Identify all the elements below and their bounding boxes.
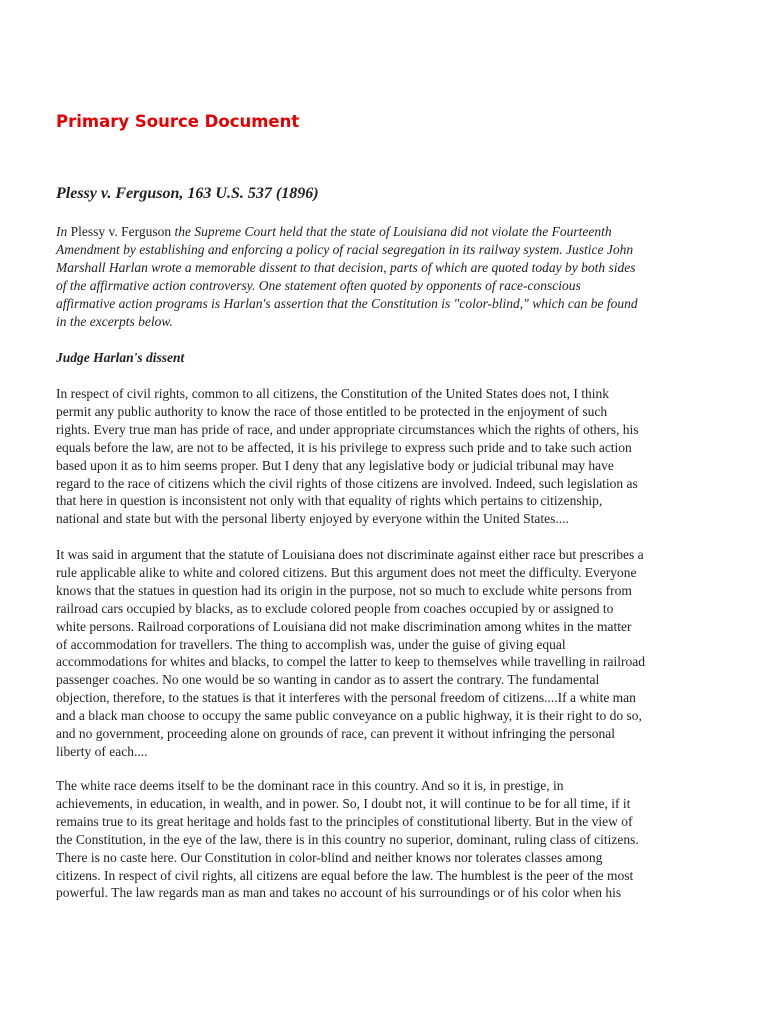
dissent-paragraph-3	[56, 777, 716, 902]
intro-line: Amendment by establishing and enforcing a policy of racial segregation in its railway system. Justice John	[56, 241, 634, 257]
paragraph-line: based upon it as to him seems proper. But I deny that any legislative body or judicial tribunal may have	[56, 457, 614, 473]
paragraph-line: rule applicable alike to white and colored citizens. But this argument does not meet the difficulty. Everyone	[56, 564, 637, 580]
paragraph-line: There is no caste here. Our Constitution in color-blind and neither knows nor tolerates classes among	[56, 849, 603, 865]
paragraph-line: regard to the race of citizens which the civil rights of those citizens are involved. Indeed, such legislation as	[56, 475, 638, 491]
paragraph-line: It was said in argument that the statute of Louisiana does not discriminate against either race but prescribes a	[56, 547, 644, 562]
intro-line-text: In	[56, 224, 71, 239]
paragraph-line: the Constitution, in the eye of the law, there is in this country no superior, dominant, ruling class of citizens.	[56, 831, 639, 847]
dissent-paragraph-1	[56, 385, 716, 528]
intro-line: Marshall Harlan wrote a memorable dissent to that decision, parts of which are quoted today by both sides	[56, 259, 636, 275]
intro-line: in the excerpts below.	[56, 313, 173, 329]
intro-line	[56, 223, 716, 241]
paragraph-line: objection, therefore, to the statues is that it interferes with the personal freedom of citizens....If a white man	[56, 690, 636, 706]
dissent-paragraph-2	[56, 546, 716, 761]
paragraph-line: that here in question is inconsistent not only with that equality of rights which pertains to citizenship,	[56, 493, 603, 509]
intro-line: affirmative action programs is Harlan's assertion that the Constitution is "color-blind," which can be found	[56, 295, 638, 311]
paragraph-line: white persons. Railroad corporations of Louisiana did not make discrimination among whites in the matter	[56, 618, 632, 634]
paragraph-line: accommodations for whites and blacks, to compel the latter to keep to themselves while travelling in railroad	[56, 654, 645, 670]
paragraph-line: railroad cars occupied by blacks, as to exclude colored people from coaches occupied by or assigned to	[56, 600, 614, 616]
paragraph-line: The white race deems itself to be the dominant race in this country. And so it is, in prestige, in	[56, 778, 564, 793]
paragraph-line: and no government, proceeding alone on grounds of race, can prevent it without infringing the personal	[56, 726, 615, 742]
paragraph-line: powerful. The law regards man as man and takes no account of his surroundings or of his color when his	[56, 885, 622, 901]
paragraph-line: citizens. In respect of civil rights, all citizens are equal before the law. The humblest is the peer of the most	[56, 867, 634, 883]
paragraph-line: rights. Every true man has pride of race, and under appropriate circumstances which the rights of others, his	[56, 421, 639, 437]
paragraph-line: In respect of civil rights, common to all citizens, the Constitution of the United States does not, I think	[56, 386, 610, 401]
intro-paragraph	[56, 223, 716, 330]
intro-line-text: the Supreme Court held that the state of Louisiana did not violate the Fourteenth	[171, 224, 612, 239]
paragraph-line: permit any public authority to know the race of those entitled to be protected in the enjoyment of such	[56, 403, 608, 419]
paragraph-line: achievements, in education, in wealth, and in power. So, I doubt not, it will continue to be for all time, if it	[56, 795, 631, 811]
paragraph-line: passenger coaches. No one would be so wanting in candor as to assert the contrary. The fundamental	[56, 672, 600, 688]
intro-line: of the affirmative action controversy. One statement often quoted by opponents of race-conscious	[56, 277, 581, 293]
case-citation-title: Plessy v. Ferguson, 163 U.S. 537 (1896)	[56, 185, 319, 202]
paragraph-line: liberty of each....	[56, 743, 148, 759]
paragraph-line: knows that the statues in question had its origin in the purpose, not so much to exclude white persons from	[56, 582, 632, 598]
case-name-text: Plessy v. Ferguson	[70, 224, 172, 239]
paragraph-line: national and state but with the personal liberty enjoyed by everyone within the United States....	[56, 511, 569, 527]
paragraph-line: and a black man choose to occupy the same public conveyance on a public highway, it is their right to do so,	[56, 708, 642, 724]
document-header-title: Primary Source Document	[56, 112, 300, 131]
paragraph-line: remains true to its great heritage and holds fast to the principles of constitutional liberty. But in the view of	[56, 813, 633, 829]
paragraph-line: equals before the law, are not to be affected, it is his privilege to express such pride and to take such action	[56, 439, 632, 455]
dissent-heading: Judge Harlan's dissent	[56, 350, 185, 365]
paragraph-line: of accommodation for travellers. The thing to accomplish was, under the guise of giving equal	[56, 636, 566, 652]
